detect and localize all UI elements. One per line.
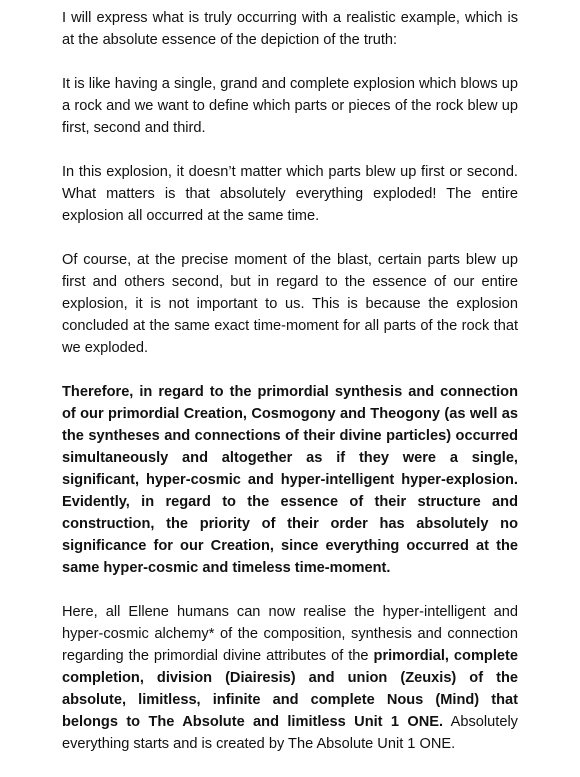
paragraph-everything-exploded: In this explosion, it doesn’t matter which parts blew up first or second. What matters is that absolutely everything exploded! The entire explosion all occurred at the same time.: [62, 164, 518, 224]
paragraph-ellene-text-start: Here, all Ellene humans can now realise the hyper-intelligent and hyper-cosmic alchemy* of the composition, synthesis and connection regarding the primordial divine attributes of the: [62, 604, 518, 664]
paragraph-intro: I will express what is truly occurring with a realistic example, which is at the absolute essence of the depiction of the truth:: [62, 10, 518, 48]
paragraph-ellene-bold-phrase: primordial, complete completion, division (Diairesis) and union (Zeuxis) of the absolute, limitless, infinite and complete Nous (Mind) that belongs to The Absolute and limitless Unit 1 ONE.: [62, 648, 518, 730]
paragraph-explosion-analogy: It is like having a single, grand and complete explosion which blows up a rock and we want to define which parts or pieces of the rock blew up first, second and third.: [62, 76, 518, 136]
paragraph-ellene-text-end: Absolutely everything starts and is created by The Absolute Unit 1 ONE.: [62, 714, 518, 752]
document-page: [62, 7, 518, 777]
paragraph-primordial-synthesis: Therefore, in regard to the primordial synthesis and connection of our primordial Creation, Cosmogony and Theogony (as well as the syntheses and connections of their divine particles) occurred simultaneously and altogether as if they were a single, significant, hyper-cosmic and hyper-intelligent hyper-explosion. Evidently, in regard to the essence of their structure and construction, the priority of their order has absolutely no significance for our Creation, since everything occurred at the same hyper-cosmic and timeless time-moment.: [62, 384, 518, 576]
paragraph-blast-moment: Of course, at the precise moment of the blast, certain parts blew up first and others second, but in regard to the essence of our entire explosion, it is not important to us. This is because the explosion concluded at the same exact time-moment for all parts of the rock that we exploded.: [62, 252, 518, 356]
paragraph-ellene-humans: [62, 601, 518, 755]
